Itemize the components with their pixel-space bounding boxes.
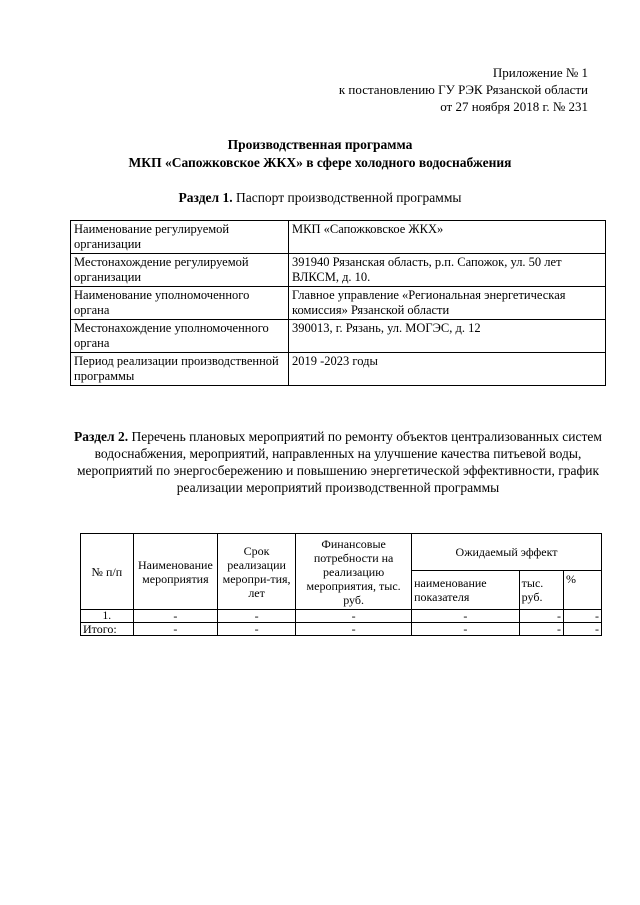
table-header-row — [81, 534, 602, 571]
passport-value: 391940 Рязанская область, р.п. Сапожок, ул. 50 лет ВЛКСМ, д. 10. — [289, 254, 606, 287]
row-thousand: - — [519, 623, 563, 636]
col-num-header: № п/п — [81, 534, 134, 610]
col-indicator-header: наименование показателя — [412, 571, 520, 610]
passport-value: 390013, г. Рязань, ул. МОГЭС, д. 12 — [289, 320, 606, 353]
passport-value: МКП «Сапожковское ЖКХ» — [289, 221, 606, 254]
section-1-label: Раздел 1. — [178, 190, 233, 205]
table-row — [81, 623, 602, 636]
passport-row — [71, 320, 606, 353]
section-1-title: Паспорт производственной программы — [235, 190, 462, 205]
appendix-line-1: Приложение № 1 — [492, 65, 588, 80]
passport-field: Период реализации производственной программы — [71, 353, 289, 386]
col-term-header: Срок реализации меропри-тия, лет — [218, 534, 296, 610]
section-1-heading — [0, 189, 640, 207]
appendix-header — [248, 64, 588, 115]
row-term: - — [218, 623, 296, 636]
row-name: - — [133, 610, 217, 623]
passport-field: Наименование уполномоченного органа — [71, 287, 289, 320]
table-row — [81, 610, 602, 623]
col-thousand-header: тыс. руб. — [519, 571, 563, 610]
row-thousand: - — [519, 610, 563, 623]
appendix-line-3: от 27 ноября 2018 г. № 231 — [440, 99, 588, 114]
row-name: - — [133, 623, 217, 636]
col-finance-header: Финансовые потребности на реализацию мероприятия, тыс. руб. — [296, 534, 412, 610]
section-2-label: Раздел 2. — [74, 429, 129, 444]
passport-table — [70, 220, 606, 386]
appendix-line-2: к постановлению ГУ РЭК Рязанской области — [338, 82, 588, 97]
measures-table — [80, 533, 602, 636]
section-2-title: Перечень плановых мероприятий по ремонту объектов централизованных систем водоснабжения, мероприятий, направленных на улучшение качества питьевой воды, мероприятий по энергосбережению и повышению энергетической эффективности, график реализации мероприятий производственной программы — [76, 429, 602, 495]
passport-field: Наименование регулируемой организации — [71, 221, 289, 254]
row-term: - — [218, 610, 296, 623]
passport-row — [71, 287, 606, 320]
passport-value: Главное управление «Региональная энергетическая комиссия» Рязанской области — [289, 287, 606, 320]
row-percent: - — [563, 623, 601, 636]
col-percent-header: % — [563, 571, 601, 610]
passport-row — [71, 221, 606, 254]
row-percent: - — [563, 610, 601, 623]
row-num: 1. — [81, 610, 134, 623]
passport-value: 2019 -2023 годы — [289, 353, 606, 386]
row-finance: - — [296, 610, 412, 623]
passport-row — [71, 353, 606, 386]
document-title — [0, 136, 640, 172]
section-2-heading — [70, 428, 606, 496]
col-name-header: Наименование мероприятия — [133, 534, 217, 610]
col-effect-header: Ожидаемый эффект — [412, 534, 602, 571]
row-indicator: - — [412, 623, 520, 636]
row-indicator: - — [412, 610, 520, 623]
title-line-2: МКП «Сапожковское ЖКХ» в сфере холодного водоснабжения — [128, 155, 512, 170]
passport-field: Местонахождение регулируемой организации — [71, 254, 289, 287]
row-finance: - — [296, 623, 412, 636]
row-num: Итого: — [81, 623, 134, 636]
title-line-1: Производственная программа — [227, 137, 413, 152]
passport-row — [71, 254, 606, 287]
passport-field: Местонахождение уполномоченного органа — [71, 320, 289, 353]
